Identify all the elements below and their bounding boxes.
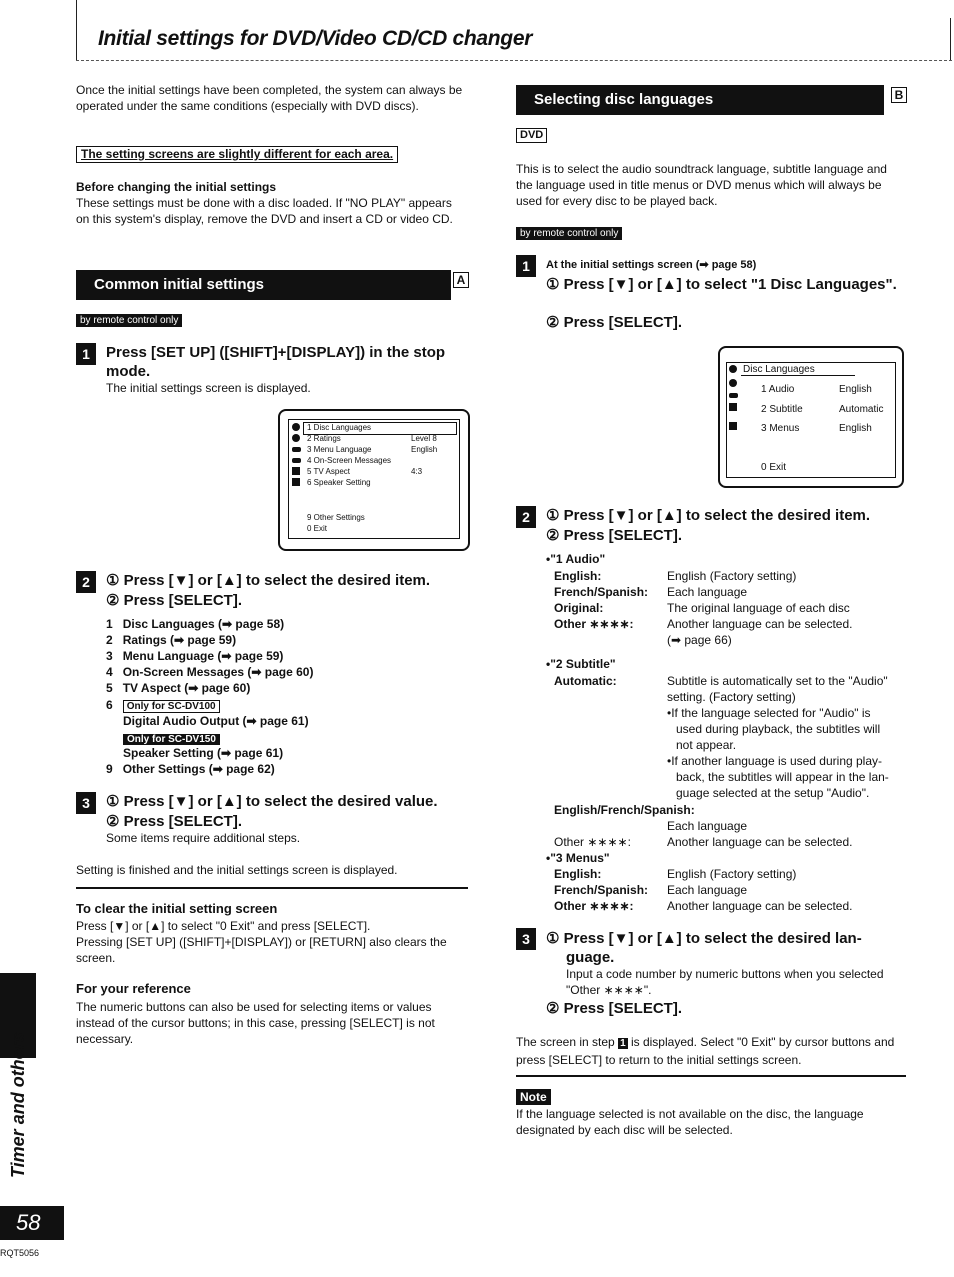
before-title: Before changing the initial settings: [76, 180, 277, 194]
option-value: Another language can be selected.: [667, 899, 853, 913]
option-value: setting. (Factory setting): [667, 690, 796, 704]
option-key: English:: [554, 867, 602, 881]
step-1-heading: Press [SET UP] ([SHIFT]+[DISPLAY]) in the stop mode.: [106, 344, 446, 380]
option-value: Subtitle is automatically set to the "Audio": [667, 674, 888, 688]
step-1-text: The initial settings screen is displayed.: [106, 381, 311, 395]
step-3-text: Input a code number by numeric buttons when you selected "Other ∗∗∗∗".: [566, 967, 884, 997]
step-2-number: 2: [76, 571, 96, 593]
step-3-number: 3: [516, 928, 536, 950]
dvd-badge: DVD: [516, 128, 547, 143]
bullet-line: not appear.: [676, 738, 737, 752]
note-badge: Note: [516, 1089, 551, 1105]
reference-text: The numeric buttons can also be used for selecting items or values instead of the cursor buttons; in this case, pressing [SELECT] is not necessary.: [76, 1000, 435, 1046]
remote-only-badge: by remote control only: [76, 314, 182, 327]
step-2-line-1: ① Press [▼] or [▲] to select the desired item.: [546, 507, 871, 524]
page-number: 58: [0, 1206, 64, 1240]
finished-text: Setting is finished and the initial settings screen is displayed.: [76, 863, 398, 877]
step-1-number: 1: [76, 343, 96, 365]
header-bottom-rule: [76, 60, 952, 61]
bullet-line: guage selected at the setup "Audio".: [676, 786, 870, 800]
only-sc-dv100-badge: Only for SC-DV100: [123, 700, 220, 713]
step-2-line-2: ② Press [SELECT].: [546, 527, 682, 544]
option-value: Each language: [667, 585, 748, 599]
bullet-line: back, the subtitles will appear in the lan-: [676, 770, 889, 784]
option-key: English/French/Spanish:: [554, 803, 695, 817]
disc-languages-intro: This is to select the audio soundtrack language, subtitle language and the language used in title menus or DVD menus which will always be used for every disc to be played back.: [516, 162, 887, 208]
option-key: Other ∗∗∗∗:: [554, 617, 634, 631]
step-2-number: 2: [516, 506, 536, 528]
audio-heading: •"1 Audio": [546, 552, 606, 566]
before-text: These settings must be done with a disc loaded. If "NO PLAY" appears on this system's display, remove the DVD and insert a CD or video CD.: [76, 196, 453, 226]
step-2-line-2: ② Press [SELECT].: [106, 592, 242, 609]
note-text: If the language selected is not available on the disc, the language designated by each disc will be selected.: [516, 1107, 864, 1137]
clear-text-1: Press [▼] or [▲] to select "0 Exit" and press [SELECT].: [76, 919, 371, 933]
initial-settings-screen: [278, 409, 470, 551]
step-3-number: 3: [76, 792, 96, 814]
subtitle-heading: •"2 Subtitle": [546, 657, 616, 671]
option-value: Another language can be selected.: [667, 617, 853, 631]
tv-icon: [292, 467, 300, 475]
speaker-setting-item: Speaker Setting (➡ page 61): [123, 746, 284, 760]
sidebar-label: [2, 1030, 32, 1180]
remote-only-badge: by remote control only: [516, 227, 622, 240]
divider: [516, 1075, 906, 1077]
disc-languages-screen: [718, 346, 904, 488]
screen-return-text: The screen in step 1 is displayed. Select "0 Exit" by cursor buttons and press [SELECT] to return to the initial settings screen.: [516, 1035, 895, 1067]
list-item: 6 Only for SC-DV100: [106, 697, 220, 713]
step-1-line-1: ① Press [▼] or [▲] to select "1 Disc Languages".: [546, 276, 897, 293]
option-key: Automatic:: [554, 674, 617, 688]
option-value: English (Factory setting): [667, 569, 797, 583]
step-3-line-1b: guage.: [566, 949, 615, 966]
speech-icon: [729, 393, 738, 398]
section-label-a: A: [453, 272, 469, 288]
list-item: 3 Menu Language (➡ page 59): [106, 649, 284, 663]
screen-2-panel: Disc Languages 1 Audio English 2 Subtitle Automatic 3 Menus English 0 Exit: [726, 362, 896, 478]
header-left-rule: [76, 0, 77, 60]
option-value: Another language can be selected.: [667, 835, 853, 849]
list-item: 5 TV Aspect (➡ page 60): [106, 681, 251, 695]
step-1-number: 1: [516, 255, 536, 277]
bullet-line: •If the language selected for "Audio" is: [667, 706, 871, 720]
tv-icon: [292, 478, 300, 486]
section-label-b: B: [891, 87, 907, 103]
divider: [76, 887, 468, 889]
clear-text-2: Pressing [SET UP] ([SHIFT]+[DISPLAY]) or [RETURN] also clears the screen.: [76, 935, 447, 965]
clear-title: To clear the initial setting screen: [76, 901, 278, 916]
list-item: 4 On-Screen Messages (➡ page 60): [106, 665, 314, 679]
document-code: RQT5056: [0, 1248, 40, 1258]
list-item: 1 Disc Languages (➡ page 58): [106, 617, 285, 631]
option-value: Each language: [667, 819, 748, 833]
option-key: English:: [554, 569, 602, 583]
digital-audio-item: Digital Audio Output (➡ page 61): [123, 714, 309, 728]
step-3-line-1: ① Press [▼] or [▲] to select the desired lan-: [546, 930, 862, 947]
tv-icon: [729, 422, 737, 430]
step-ref-badge: 1: [620, 1038, 626, 1049]
screen-1-panel: 1 Disc Languages 2 Ratings Level 8 3 Menu Language English 4 On-Screen Messages 5 TV Aspect 4:3 6 Speaker Setting 9 Other Settings 0 Exit: [288, 419, 460, 539]
step-1-line-2: ② Press [SELECT].: [546, 314, 682, 331]
speech-icon: [292, 447, 301, 452]
only-sc-dv150-row: [123, 730, 220, 746]
reference-title: For your reference: [76, 981, 191, 996]
speech-icon: [292, 458, 301, 463]
disc-icon: [729, 365, 737, 373]
option-key: Other ∗∗∗∗:: [554, 835, 631, 849]
option-value: Each language: [667, 883, 748, 897]
section-disc-languages: Selecting disc languages: [516, 85, 884, 115]
option-value: The original language of each disc: [667, 601, 850, 615]
section-common-settings: Common initial settings: [76, 270, 451, 300]
step-3-line-2: ② Press [SELECT].: [546, 1000, 682, 1017]
step-3-text: Some items require additional steps.: [106, 831, 301, 845]
bullet-line: •If another language is used during play-: [667, 754, 883, 768]
list-item: 2 Ratings (➡ page 59): [106, 633, 237, 647]
disc-icon: [292, 423, 300, 431]
menus-heading: •"3 Menus": [546, 851, 610, 865]
option-key: French/Spanish:: [554, 883, 649, 897]
disc-icon: [729, 379, 737, 387]
side-text: Timer and others: [8, 1032, 28, 1178]
page-ref: (➡ page 66): [667, 633, 732, 647]
intro-text: Once the initial settings have been completed, the system can always be operated under the same conditions (especially with DVD discs).: [76, 83, 463, 113]
option-key: Other ∗∗∗∗:: [554, 899, 634, 913]
boxed-note: The setting screens are slightly different for each area.: [76, 146, 398, 163]
header-right-rule: [950, 18, 951, 60]
list-item: 9 Other Settings (➡ page 62): [106, 762, 275, 776]
option-key: Original:: [554, 601, 604, 615]
disc-icon: [292, 434, 300, 442]
option-value: English (Factory setting): [667, 867, 797, 881]
tv-icon: [729, 403, 737, 411]
step-2-line-1: ① Press [▼] or [▲] to select the desired item.: [106, 572, 431, 589]
step-3-line-2: ② Press [SELECT].: [106, 813, 242, 830]
bullet-line: used during playback, the subtitles will: [676, 722, 881, 736]
option-key: French/Spanish:: [554, 585, 649, 599]
step-3-line-1: ① Press [▼] or [▲] to select the desired value.: [106, 793, 438, 810]
only-sc-dv150-badge: Only for SC-DV150: [123, 734, 220, 745]
step-1-pre: At the initial settings screen (➡ page 58): [546, 259, 757, 271]
page-title: Initial settings for DVD/Video CD/CD changer: [98, 27, 533, 50]
